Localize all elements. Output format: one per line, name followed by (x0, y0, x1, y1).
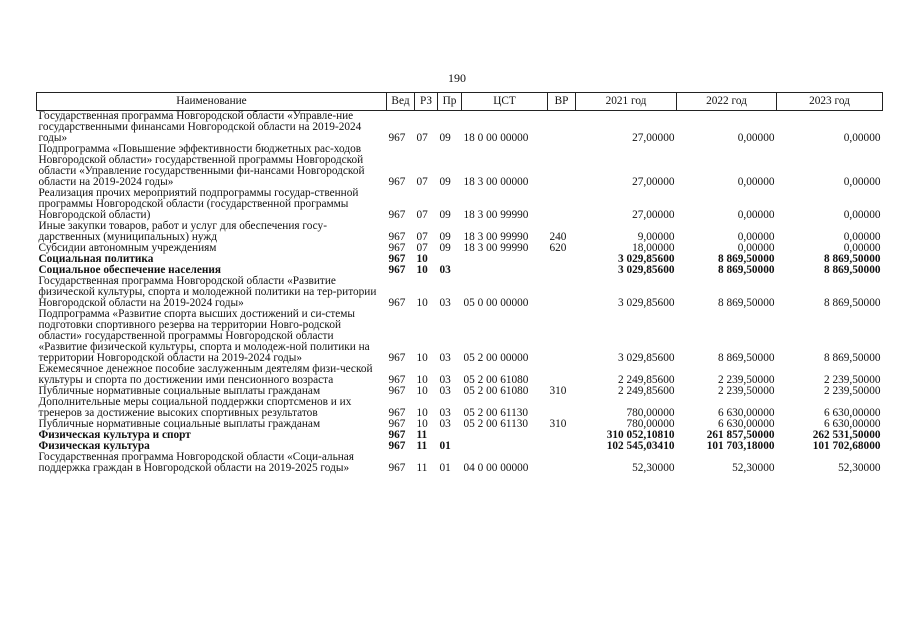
row-pr: 03 (439, 297, 451, 309)
row-ved: 967 (388, 374, 406, 386)
row-2021: 27,00000 (632, 176, 675, 188)
header-cst: ЦСТ (462, 93, 548, 111)
table-row (37, 221, 883, 243)
row-pr: 03 (439, 407, 451, 419)
row-ved: 967 (388, 231, 406, 243)
row-name: Субсидии автономным учреждениям (38, 242, 217, 254)
table-row (37, 452, 883, 474)
row-vr (548, 441, 576, 452)
row-vr (548, 309, 576, 364)
row-rz: 10 (416, 418, 428, 430)
table-row (37, 309, 883, 364)
row-vr (548, 144, 576, 188)
row-vr (548, 276, 576, 309)
row-2023: 8 869,50000 (824, 352, 881, 364)
row-2022: 8 869,50000 (718, 253, 775, 265)
row-2023: 101 702,68000 (812, 440, 881, 452)
row-name: Публичные нормативные социальные выплаты гражданам (38, 418, 321, 430)
table-body (37, 111, 883, 475)
row-ved: 967 (388, 440, 406, 452)
row-2023: 8 869,50000 (824, 253, 881, 265)
row-vr: 240 (549, 231, 567, 243)
row-name: Дополнительные меры социальной поддержки спортсменов и их тренеров за достижение высоких спортивных результатов (38, 396, 352, 419)
row-2022: 0,00000 (737, 176, 775, 188)
row-pr: 09 (439, 242, 451, 254)
row-2023: 6 630,00000 (824, 407, 881, 419)
row-cst (462, 254, 548, 265)
row-rz: 10 (416, 352, 428, 364)
row-2023: 52,30000 (838, 462, 881, 474)
row-name: Физическая культура и спорт (38, 429, 191, 441)
header-2022: 2022 год (677, 93, 777, 111)
row-pr: 03 (439, 264, 451, 276)
row-name: Физическая культура (38, 440, 150, 452)
row-vr (548, 452, 576, 474)
row-2021: 9,00000 (637, 231, 675, 243)
row-cst (462, 430, 548, 441)
row-2022: 2 239,50000 (718, 374, 775, 386)
row-cst: 18 3 00 00000 (463, 176, 529, 188)
row-vr (548, 364, 576, 386)
table-header-row (37, 93, 883, 111)
row-name: Подпрограмма «Повышение эффективности бюджетных рас-ходов Новгородской области» государственной программы Новгородской области «Управление государственными фи-нансами Новгородской области на 2019-2024 годы» (38, 143, 365, 188)
row-2023: 2 239,50000 (824, 385, 881, 397)
row-ved: 967 (388, 418, 406, 430)
row-rz: 10 (416, 264, 428, 276)
row-cst (462, 265, 548, 276)
row-cst: 05 2 00 61080 (463, 385, 529, 397)
row-ved: 967 (388, 352, 406, 364)
row-cst (462, 441, 548, 452)
row-name: Социальное обеспечение населения (38, 264, 221, 276)
header-name: Наименование (37, 93, 387, 111)
page-number: 190 (448, 71, 466, 85)
row-2021: 27,00000 (632, 132, 675, 144)
row-2023: 0,00000 (843, 132, 881, 144)
row-vr (548, 254, 576, 265)
row-pr: 03 (439, 385, 451, 397)
row-2023: 0,00000 (843, 242, 881, 254)
row-ved: 967 (388, 264, 406, 276)
row-2023: 0,00000 (843, 176, 881, 188)
table-row (37, 397, 883, 419)
row-vr (548, 111, 576, 145)
row-2022: 261 857,50000 (706, 429, 775, 441)
row-rz: 07 (416, 242, 428, 254)
row-2023: 0,00000 (843, 231, 881, 243)
row-cst: 05 2 00 61130 (463, 418, 529, 430)
row-ved: 967 (388, 429, 406, 441)
row-cst: 05 0 00 00000 (463, 297, 529, 309)
table-row (37, 188, 883, 221)
row-2022: 101 703,18000 (706, 440, 775, 452)
table-row (37, 276, 883, 309)
table-row (37, 111, 883, 145)
row-2022: 2 239,50000 (718, 385, 775, 397)
row-rz: 11 (416, 440, 428, 452)
row-cst: 18 0 00 00000 (463, 132, 529, 144)
row-2021: 2 249,85600 (618, 374, 675, 386)
row-ved: 967 (388, 132, 406, 144)
row-2021: 2 249,85600 (618, 385, 675, 397)
row-pr: 03 (439, 352, 451, 364)
row-pr: 09 (439, 209, 451, 221)
row-2021: 3 029,85600 (618, 352, 675, 364)
row-vr (548, 430, 576, 441)
row-ved: 967 (388, 385, 406, 397)
row-cst: 18 3 00 99990 (463, 209, 529, 221)
header-ved: Вед (387, 93, 415, 111)
header-2023: 2023 год (777, 93, 883, 111)
row-2021: 3 029,85600 (618, 297, 675, 309)
row-vr: 310 (549, 418, 567, 430)
row-ved: 967 (388, 176, 406, 188)
row-name: Государственная программа Новгородской области «Развитие физической культуры, спорта и молодежной политики на тер-ритории Новгородской области на 2019-2024 годы» (38, 275, 377, 309)
row-2023: 8 869,50000 (824, 297, 881, 309)
budget-table (36, 92, 883, 474)
row-name: Реализация прочих мероприятий подпрограммы государ-ственной программы Новгородской области (государственной программы Новгородской области) (38, 187, 359, 221)
header-vr: ВР (548, 93, 576, 111)
row-2023: 2 239,50000 (824, 374, 881, 386)
row-name: Государственная программа Новгородской области «Управле-ние государственными финансами Новгородской области на 2019-2024 годы» (38, 110, 362, 144)
row-cst: 18 3 00 99990 (463, 242, 529, 254)
row-2021: 310 052,10810 (606, 429, 675, 441)
row-2022: 8 869,50000 (718, 297, 775, 309)
row-ved: 967 (388, 209, 406, 221)
row-rz: 07 (416, 209, 428, 221)
row-2022: 6 630,00000 (718, 418, 775, 430)
row-name: Ежемесячное денежное пособие заслуженным деятелям физи-ческой культуры и спорта по достижении ими пенсионного возраста (38, 363, 373, 386)
row-2021: 102 545,03410 (606, 440, 675, 452)
row-cst: 05 2 00 61130 (463, 407, 529, 419)
row-vr: 620 (549, 242, 567, 254)
header-2021: 2021 год (576, 93, 677, 111)
row-rz: 07 (416, 132, 428, 144)
row-pr: 03 (439, 418, 451, 430)
row-name: Публичные нормативные социальные выплаты гражданам (38, 385, 321, 397)
row-2023: 6 630,00000 (824, 418, 881, 430)
row-cst: 05 2 00 61080 (463, 374, 529, 386)
row-2021: 52,30000 (632, 462, 675, 474)
row-2022: 8 869,50000 (718, 352, 775, 364)
row-2022: 0,00000 (737, 209, 775, 221)
row-rz: 10 (416, 385, 428, 397)
row-rz: 07 (416, 176, 428, 188)
row-pr: 09 (439, 231, 451, 243)
row-rz: 07 (416, 231, 428, 243)
row-pr: 03 (439, 374, 451, 386)
row-2021: 3 029,85600 (618, 264, 675, 276)
table-row (37, 144, 883, 188)
row-cst: 04 0 00 00000 (463, 462, 529, 474)
row-name: Социальная политика (38, 253, 154, 265)
row-2021: 18,00000 (632, 242, 675, 254)
row-vr (548, 188, 576, 221)
row-ved: 967 (388, 297, 406, 309)
row-rz: 10 (416, 297, 428, 309)
row-pr: 09 (439, 132, 451, 144)
row-2022: 6 630,00000 (718, 407, 775, 419)
table-row (37, 364, 883, 386)
row-2022: 0,00000 (737, 242, 775, 254)
header-pr: Пр (438, 93, 462, 111)
row-rz: 11 (416, 429, 428, 441)
row-2021: 780,00000 (626, 407, 675, 419)
row-pr: 01 (439, 440, 451, 452)
header-rz: РЗ (415, 93, 438, 111)
row-2022: 0,00000 (737, 132, 775, 144)
row-name: Подпрограмма «Развитие спорта высших достижений и си-стемы подготовки спортивного резерва на территории Новго-родской области» государственной программы Новгородской области «Развитие физической культуры, спорта и молодеж-ной политики на территории Новгородской области на 2019-2024 годы» (38, 308, 370, 364)
row-ved: 967 (388, 253, 406, 265)
row-vr (548, 265, 576, 276)
row-name: Государственная программа Новгородской области «Соци-альная поддержка граждан в Новгородской области на 2019-2025 годы» (38, 451, 354, 474)
row-pr: 09 (439, 176, 451, 188)
row-ved: 967 (388, 462, 406, 474)
row-vr: 310 (549, 385, 567, 397)
row-cst: 18 3 00 99990 (463, 231, 529, 243)
row-name: Иные закупки товаров, работ и услуг для обеспечения госу-дарственных (муниципальных) нужд (38, 220, 327, 243)
row-cst: 05 2 00 00000 (463, 352, 529, 364)
row-2023: 262 531,50000 (812, 429, 881, 441)
row-2021: 27,00000 (632, 209, 675, 221)
row-2022: 8 869,50000 (718, 264, 775, 276)
row-2023: 8 869,50000 (824, 264, 881, 276)
row-2022: 0,00000 (737, 231, 775, 243)
row-rz: 10 (416, 253, 428, 265)
row-2021: 3 029,85600 (618, 253, 675, 265)
row-rz: 10 (416, 374, 428, 386)
row-rz: 10 (416, 407, 428, 419)
row-vr (548, 397, 576, 419)
row-ved: 967 (388, 242, 406, 254)
row-rz: 11 (416, 462, 428, 474)
row-2023: 0,00000 (843, 209, 881, 221)
row-ved: 967 (388, 407, 406, 419)
row-pr: 01 (439, 462, 451, 474)
row-2022: 52,30000 (732, 462, 775, 474)
row-2021: 780,00000 (626, 418, 675, 430)
